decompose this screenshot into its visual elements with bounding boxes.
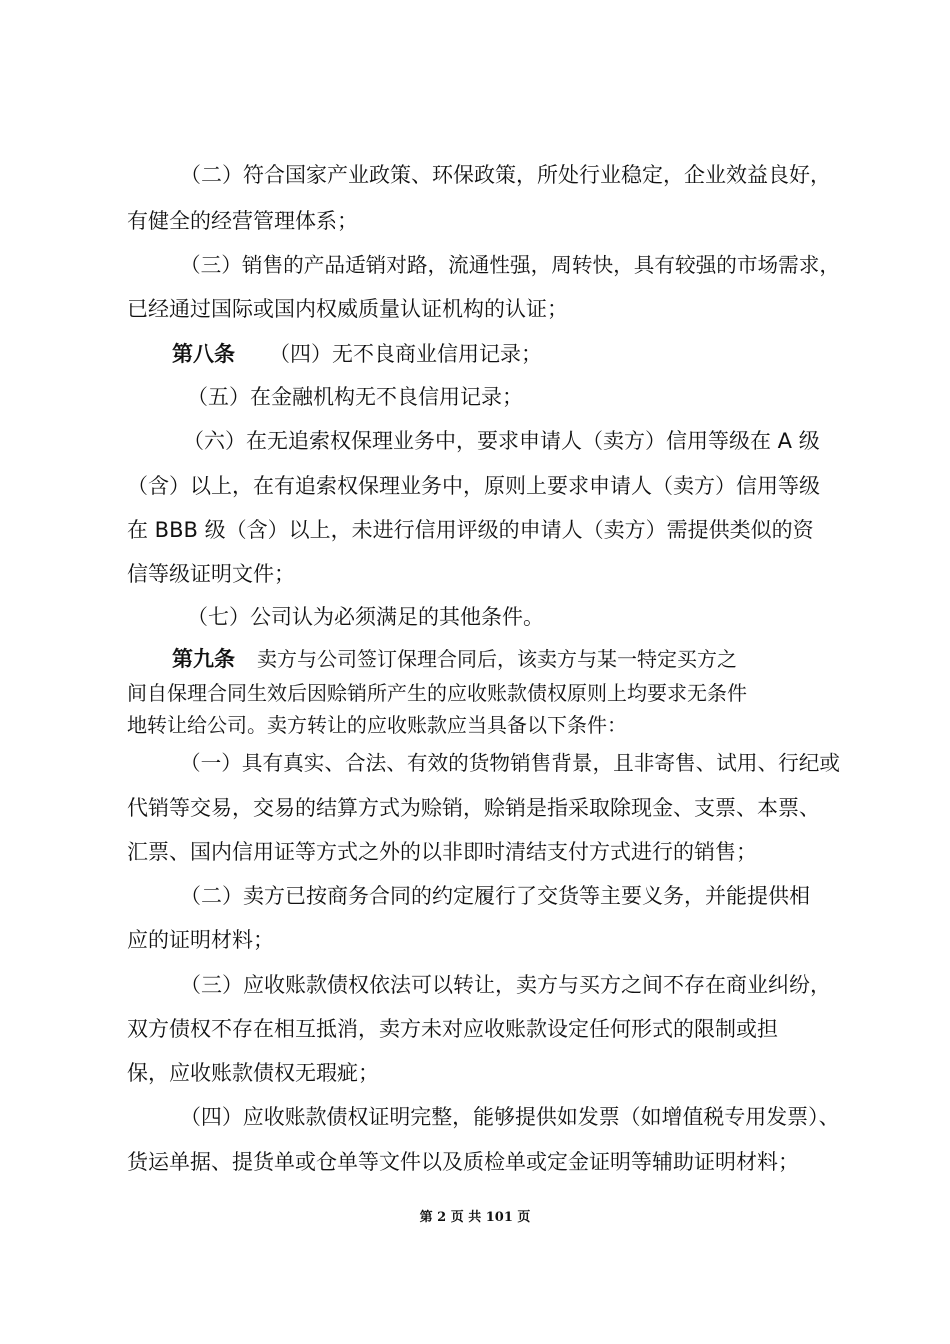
paragraph-line: （一）具有真实、合法、有效的货物销售背景，且非寄售、试用、行纪或 — [180, 751, 841, 775]
paragraph-text: （四）无不良商业信用记录； — [269, 342, 542, 366]
article-nine-heading: 第九条 — [172, 647, 235, 671]
paragraph-line: 货运单据、提货单或仓单等文件以及质检单或定金证明等辅助证明材料； — [127, 1150, 799, 1174]
paragraph-line: 保，应收账款债权无瑕疵； — [127, 1061, 379, 1085]
paragraph-line: （三）销售的产品适销对路，流通性强，周转快，具有较强的市场需求， — [180, 253, 841, 277]
paragraph-line: 信等级证明文件； — [127, 562, 295, 586]
page-number-footer: 第 2 页 共 101 页 — [419, 1210, 531, 1225]
paragraph-line: 应的证明材料； — [127, 928, 274, 952]
paragraph-line: （七）公司认为必须满足的其他条件。 — [187, 605, 544, 629]
paragraph-line: （三）应收账款债权依法可以转让，卖方与买方之间不存在商业纠纷， — [180, 973, 831, 997]
paragraph-line: 代销等交易，交易的结算方式为赊销，赊销是指采取除现金、支票、本票、 — [127, 796, 820, 820]
paragraph-line: 间自保理合同生效后因赊销所产生的应收账款债权原则上均要求无条件 — [127, 681, 747, 705]
paragraph-line: 汇票、国内信用证等方式之外的以非即时清结支付方式进行的销售； — [127, 840, 757, 864]
paragraph-line: 双方债权不存在相互抵消，卖方未对应收账款设定任何形式的限制或担 — [127, 1017, 778, 1041]
paragraph-line: （六）在无追索权保理业务中，要求申请人（卖方）信用等级在 A 级 — [183, 429, 820, 453]
paragraph-line: （二）卖方已按商务合同的约定履行了交货等主要义务，并能提供相 — [180, 884, 810, 908]
article-eight-heading: 第八条 — [172, 342, 235, 366]
paragraph-line: （二）符合国家产业政策、环保政策，所处行业稳定，企业效益良好， — [180, 163, 831, 187]
paragraph-line: 有健全的经营管理体系； — [127, 209, 358, 233]
paragraph-text: 卖方与公司签订保理合同后，该卖方与某一特定买方之 — [257, 647, 737, 671]
paragraph-line: 地转让给公司。卖方转让的应收账款应当具备以下条件： — [127, 713, 627, 737]
paragraph-line: 在 BBB 级（含）以上，未进行信用评级的申请人（卖方）需提供类似的资 — [127, 518, 814, 542]
paragraph-line: 已经通过国际或国内权威质量认证机构的认证； — [127, 297, 568, 321]
paragraph-line: （五）在金融机构无不良信用记录； — [187, 385, 523, 409]
article-eight-line — [172, 340, 542, 368]
article-nine-line — [172, 645, 737, 673]
paragraph-line: （四）应收账款债权证明完整，能够提供如发票（如增值税专用发票）、 — [180, 1105, 840, 1129]
paragraph-line: （含）以上，在有追索权保理业务中，原则上要求申请人（卖方）信用等级 — [127, 474, 820, 498]
